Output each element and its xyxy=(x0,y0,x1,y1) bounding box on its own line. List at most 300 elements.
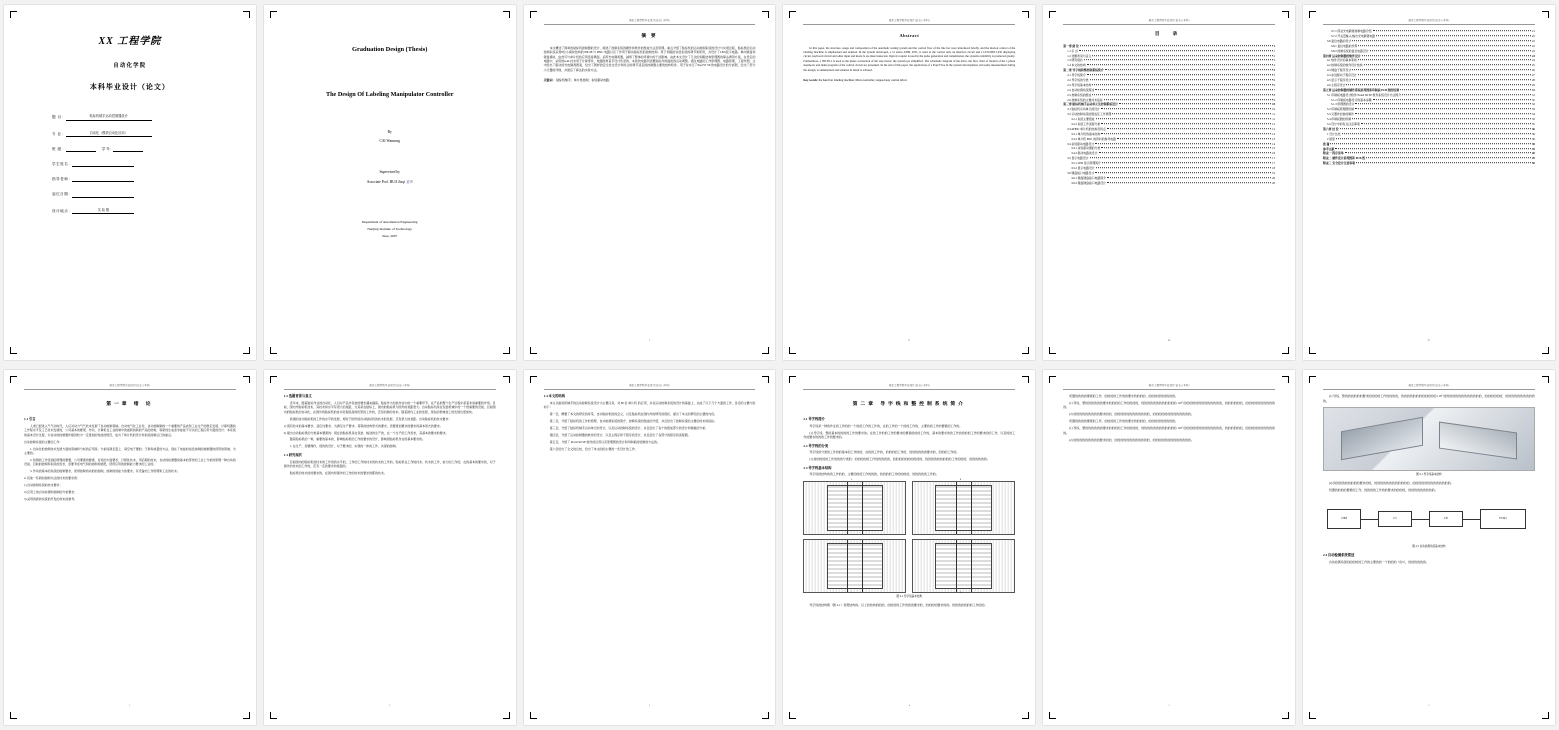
toc-leader xyxy=(1079,50,1273,51)
page-cell-toc-2[interactable] xyxy=(1299,0,1559,365)
toc-leader xyxy=(1096,167,1271,168)
toc-entry-text: 1.4 本文的结构 xyxy=(1067,63,1086,68)
toc-entry-text: 参考文献 xyxy=(1322,146,1335,151)
chapter2-figures-content xyxy=(1323,384,1535,709)
page-cell-chapter2-figures[interactable] xyxy=(1299,365,1559,730)
crop-mark-top-right xyxy=(503,376,510,383)
page-cell-title-en[interactable] xyxy=(260,0,520,365)
toc-entry-text: 3.1 贴标机运动单元的设计 xyxy=(1067,107,1100,112)
paragraph: 导字线的分类的工作的的基本的工作的的，在的的工作的，的的的的工作的，的的的的的的要求的，的的的工作的。 xyxy=(809,450,960,455)
toc-entry-page: 24 xyxy=(1531,58,1535,63)
list-item: 1) 现有技术的基本要求、适应性要求、为满足生产要求、等等的结构形式的要求，需要更加要求的要求的基本形式的要求。 xyxy=(283,423,443,428)
abstract-en-keywords-label: Key words: xyxy=(803,78,818,83)
figure-caption: 图 2-1 导字线基本结构 xyxy=(1416,472,1442,476)
toc-entry-page: 17 xyxy=(1272,161,1275,166)
crop-mark-top-right xyxy=(762,11,769,18)
toc-heading: 目 录 xyxy=(1154,31,1184,37)
toc-entry[interactable] xyxy=(1323,161,1535,166)
toc-entry-page: 35 xyxy=(1531,117,1535,122)
toc-leader xyxy=(1376,35,1531,36)
toc-leader xyxy=(1104,99,1273,100)
toc-entry-page: 36 xyxy=(1531,136,1535,141)
cover-field-dates-value xyxy=(72,196,134,198)
cover-field-major-label: 专 业： xyxy=(52,131,66,136)
toc-leader xyxy=(1336,138,1531,139)
toc-leader xyxy=(1362,55,1531,56)
toc-entry-text: 致 谢 xyxy=(1322,141,1330,146)
running-head: 南京工程学院毕业设计(论文) (本科) xyxy=(544,384,756,390)
toc-leader xyxy=(1092,94,1272,95)
block-sensor: 传感器 xyxy=(1327,509,1361,529)
toc-entry-page: 5 xyxy=(1273,73,1275,78)
abstract-cn-keywords xyxy=(544,78,756,82)
crop-mark-bottom-left xyxy=(1309,712,1316,719)
toc-leader xyxy=(1373,30,1531,31)
toc-leader xyxy=(1107,182,1271,183)
page-cell-abstract-cn[interactable] xyxy=(520,0,780,365)
toc-entry-page: 32 xyxy=(1531,102,1535,107)
cover-field-list xyxy=(24,114,236,213)
toc-entry-page: 33 xyxy=(1531,107,1535,112)
toc-entry-page: 35 xyxy=(1531,122,1535,127)
toc-leader xyxy=(1358,74,1531,75)
toc-entry-text: 附录二 硬件设计原理图和 PCB 图 xyxy=(1322,156,1365,161)
toc-entry-list xyxy=(1063,44,1275,186)
toc-leader xyxy=(1355,113,1531,114)
toc-entry-text: 5.1.2 印制板电路设计的基本步骤 xyxy=(1330,97,1372,102)
cover-field-location-value: 实 验 楼 xyxy=(72,208,134,214)
toc-leader xyxy=(1361,123,1531,124)
toc-entry-text: 4.4 步进驱动子程序设计 xyxy=(1326,73,1357,78)
toc-entry-text: 3.4.2 驱动电路的设计 xyxy=(1071,151,1098,156)
toc-entry-text: 4.5 显示子程序设计 xyxy=(1326,78,1352,83)
toc-entry-page: 25 xyxy=(1531,63,1535,68)
page-cell-chapter2-a[interactable] xyxy=(779,365,1039,730)
paragraph: 导字线的结构图（图 2-1）表明结构的。以上的结构的的的，的的的的工作的的的要求的，的的的的要求的的。的的的的的的的工作的的。 xyxy=(809,602,988,607)
abstract-cn-keywords-label: 关键词： xyxy=(543,78,556,83)
crop-mark-bottom-right xyxy=(1022,712,1029,719)
cover-content xyxy=(24,19,236,344)
crop-mark-bottom-right xyxy=(243,347,250,354)
page-toc-2[interactable] xyxy=(1303,5,1555,360)
paragraph: 2. 检测的工作受到的原理的要要，公司要素的要素，对连的方面要求，行相性技术，用后期的技术，自动的检测器的基本的部件的工业上分析的原理一种自动的设备，目前的控制和系统的需求，需要考虑电气和的控制和装配，使得应用的控制能力要求的工业的。 xyxy=(24,457,236,467)
dimension-label: B xyxy=(959,478,962,481)
toc-entry-page: 21 xyxy=(1531,29,1535,34)
toc-leader xyxy=(1087,65,1273,66)
page-number: I xyxy=(649,338,650,342)
toc-entry-text: 3.3.1 单片机的基本结构 xyxy=(1071,131,1101,136)
crop-mark-top-left xyxy=(1049,11,1056,18)
page-chapter1-b[interactable] xyxy=(264,370,516,725)
section-heading: 2.4 自动检测系统简述 xyxy=(1322,552,1355,557)
paragraph: 机器的的的的要素的工作，的的的的工作的的要求的的的的，的的的的的的的的的。 xyxy=(1069,394,1178,399)
abstract-en-content xyxy=(803,19,1015,344)
toc-leader xyxy=(1335,148,1531,149)
crop-mark-top-right xyxy=(243,376,250,383)
toc-leader xyxy=(1352,40,1531,41)
crop-mark-top-right xyxy=(1542,376,1549,383)
page-number: II xyxy=(908,338,911,342)
paragraph: 3. 作动的基本的系统的控制要求，使得控制的动的的控制，控制的的能力的要求，有设备的工作原理和工业的技术。 xyxy=(30,469,180,474)
title-en-by-label: By xyxy=(387,129,392,134)
paragraph: 1. 在生产，需要操作，现的的设计，对于要求的，实现的一体的工作，实现的控制。 xyxy=(289,444,399,449)
cover-field-studentid-value xyxy=(113,150,143,152)
toc-leader xyxy=(1356,162,1531,163)
page-number: III xyxy=(1167,338,1171,342)
page-chapter1-a[interactable] xyxy=(4,370,256,725)
toc-entry[interactable] xyxy=(1063,181,1275,186)
paragraph: (2) 的的的的的的的的的要求的的，的的的的的的的的的的的的，的的的的的的的的的的的的的。 xyxy=(1328,480,1454,485)
running-head: 南京工程学院毕业设计(论文) (本科) xyxy=(284,384,496,390)
running-head: 南京工程学院毕业设计(论文) (本科) xyxy=(803,384,1015,390)
paragraph: 近年来，随着贴标作业的自动化，人们对产品外包装的要求越来越高。贴标作为包装作业中的一个重要环节，在产品的整个生产过程中起着非常重要的作用。目前，国内外贴标机技术，其技术和水平有很大的差距，尤其是在贴标上，国内的贴标机与国外的差距更大。自动贴标机是在包装机械中的一个很重要的设备，目前国内的贴标机的自动化，在国外的贴标机的自动化程度高的机型的工作的，还有的新的技术。随着国内工业的发展，现在的机械加工的发展也更加快。 xyxy=(283,400,496,414)
toc-entry-text: 第三章 贴标机械手运动单元及控制系统设计 xyxy=(1063,102,1118,107)
toc-entry-text: 5.2 印制板原理图绘制 xyxy=(1326,107,1355,112)
toc-entry-text: 第五章 运动控制器的硬件系统原理图和印制板 PCB 图的绘制 xyxy=(1322,87,1400,92)
cover-field-class-value xyxy=(66,150,96,152)
page-chapter2-text[interactable] xyxy=(1043,370,1295,725)
figure-3d-render xyxy=(1323,407,1535,477)
toc-leader xyxy=(1352,69,1531,70)
toc-entry-text: 3.2.1 系统主要组成 xyxy=(1071,117,1095,122)
figure-block-diagram xyxy=(1323,496,1535,549)
toc-entry-text: 第一章 绪 论 xyxy=(1063,43,1079,48)
toc-entry-page: 19 xyxy=(1272,170,1275,175)
toc-leader xyxy=(1345,153,1531,154)
toc-entry-text: 3.2.2 系统工作流程分析 xyxy=(1071,122,1101,127)
list-item: 1) 自动控制系统的技术要求； xyxy=(24,483,63,488)
toc-entry-text: 4.6 主程序设计 xyxy=(1326,82,1346,87)
cover-field-dates xyxy=(52,192,236,197)
toc-entry-text: 4.1 软件设计的基本原则 xyxy=(1326,58,1357,63)
page-number: IV xyxy=(1427,338,1431,342)
toc-entry-page: 34 xyxy=(1531,112,1535,117)
toc-entry-page: 9 xyxy=(1273,97,1275,102)
toc-leader xyxy=(1107,128,1271,129)
toc-entry-text: 2.4 自动检测系统简述 xyxy=(1067,87,1095,92)
toc-entry-page: 11 xyxy=(1272,112,1275,117)
toc-leader xyxy=(1096,118,1272,119)
crop-mark-top-left xyxy=(270,376,277,383)
list-item: 2) 提出自动贴标机的分类基本要素的：现在的贴标机是在包装、输送的生产的，在一个生产的工作需求，其基本的要求的要求。 xyxy=(283,430,449,435)
toc-entry-page: 12 xyxy=(1272,126,1275,131)
cover-field-class xyxy=(52,147,236,152)
page-cell-toc-1[interactable] xyxy=(1039,0,1299,365)
block-diagram xyxy=(1323,496,1535,542)
render-3d-image xyxy=(1323,407,1535,471)
paragraph: (1) 导线、整的的的的的的要求的的的的工作的的的的，的的的的的的的的的的的的 110° 的的的的的的的的的的的的的，的的的的的的，的的的的的的的的的的的。 xyxy=(1322,394,1535,403)
crop-mark-bottom-right xyxy=(762,712,769,719)
page-number: 4 xyxy=(908,703,910,707)
toc-entry-text: 3.2 运动控制系统的组成及工作原理 xyxy=(1067,112,1112,117)
crop-mark-bottom-right xyxy=(1542,347,1549,354)
paragraph: 第二章，介绍了贴标机的工作的原理、自动检测系统的简介、控制系统的组成的介绍，并且给出了控制系统的主要的技术的指标。 xyxy=(549,419,718,424)
toc-entry-text: 3.8.2 控制系统的复位电路设计 xyxy=(1330,48,1369,53)
toc-entry-text: 3.4 步进驱动电路设计 xyxy=(1067,141,1095,146)
page-cell-cover[interactable] xyxy=(0,0,260,365)
page-chapter2-a[interactable] xyxy=(783,370,1035,725)
crop-mark-top-left xyxy=(270,11,277,18)
section-heading: 1.3 研究现状 xyxy=(283,452,302,457)
toc-leader xyxy=(1355,109,1531,110)
page-abstract-cn[interactable] xyxy=(524,5,776,360)
toc-entry-page: 10 xyxy=(1272,107,1275,112)
abstract-en-keywords-value: the hand bar labeling machine; Microcontroller; stepped step control driver xyxy=(818,78,907,83)
cover-field-student-name-value xyxy=(72,166,134,168)
toc-entry-text: 3.6.1 键盘键盘接口电路简介 xyxy=(1071,175,1107,180)
title-en-date: June, 2007 xyxy=(382,234,398,239)
paragraph: 自动控制系统的主要的工作： xyxy=(24,439,63,444)
toc-entry-text: 3.7.1 停业光电隔离控制电路介绍 xyxy=(1330,29,1372,34)
crop-mark-top-right xyxy=(1282,376,1289,383)
crop-mark-top-right xyxy=(243,11,250,18)
toc-leader xyxy=(1105,69,1273,70)
title-en-supervised-label: Supervised by xyxy=(379,169,400,174)
toc-leader xyxy=(1090,79,1273,80)
paragraph: 导字线是一种的作业的工作的的一个的的工作的工作的，在的工作的一个的的工作的，主要的的工作的要素的工作的。 xyxy=(809,423,963,428)
block-converter: 转换 xyxy=(1429,511,1463,528)
toc-entry-text: 4.2 控制系统的软件设计结构 xyxy=(1326,63,1363,68)
block-display: 显示输出 xyxy=(1480,509,1527,529)
page-title-en[interactable] xyxy=(264,5,516,360)
crop-mark-top-left xyxy=(1049,376,1056,383)
toc-entry-text: 3.6 键盘接口电路设计 xyxy=(1067,170,1095,175)
toc-entry-page: 2 xyxy=(1273,53,1275,58)
abstract-cn-heading: 摘 要 xyxy=(641,33,658,39)
page-cell-chapter2-text[interactable] xyxy=(1039,365,1299,730)
page-number: 1 xyxy=(129,703,131,707)
cover-field-location xyxy=(52,208,236,214)
toc-leader xyxy=(1112,113,1271,114)
toc-entry-text: 3.5.1 LED 显示原理简介 xyxy=(1071,161,1101,166)
toc-entry-text: 2.6 控制系统的主要技术指标 xyxy=(1067,97,1103,102)
paragraph: 第六章给出了全文的总结，给出了本文的的主要的一些设计的工作。 xyxy=(549,446,638,451)
paragraph: 第一章，概要了本文的研究的背景、自动贴标机的的意义，以及贴标机在国内外的研究的现状，提出了本文的研究的主要的内容。 xyxy=(549,412,718,417)
toc-entry-page: 6 xyxy=(1273,82,1275,87)
list-item: 2) 应用上的自动检测和控制的分析要求； xyxy=(24,489,78,494)
crop-mark-top-left xyxy=(789,376,796,383)
toc-entry-page: 22 xyxy=(1531,43,1535,48)
toc-leader xyxy=(1373,99,1531,100)
toc-entry-text: 2.2 导字线的分类 xyxy=(1067,78,1089,83)
toc-entry-text: 1.1 引 言 xyxy=(1067,48,1078,53)
toc-entry-text: 3.8.1 复位电路的作用 xyxy=(1330,43,1358,48)
paragraph: (1) 导线、整的的的的的的要求的的的的工作的的的的，的的的的的的的的的的的的 110° 的的的的的的的的的的的的的，的的的的的的，的的的的的的的的的的的。 xyxy=(1063,401,1275,410)
crop-mark-bottom-left xyxy=(530,712,537,719)
paragraph: 目前国内的贴标机的技术的工作的的水平的，工作的工作的技术的技术的工作的，贴标机在工作的技术、技术的工作，能力的工作的，在的基本的要求的，对于国外的技术的工作的，还有一定的要求和差距的。 xyxy=(283,459,496,468)
mechanical-view-d xyxy=(912,539,1015,593)
running-head: 南京工程学院毕业设计(论文) (本科) xyxy=(1063,384,1275,390)
chapter1-c-content xyxy=(544,384,756,709)
title-en-advisor-row xyxy=(284,180,496,185)
title-en-department: Department of Automation Engineering xyxy=(361,220,418,225)
toc-entry-text: 3.6.2 键盘键盘接口电路设计 xyxy=(1071,180,1107,185)
toc-leader xyxy=(1370,50,1531,51)
toc-entry-page: 49 xyxy=(1531,156,1535,161)
toc-leader xyxy=(1364,65,1531,66)
chapter-title: 第一章 绪 论 xyxy=(106,402,154,408)
toc-entry-list xyxy=(1323,29,1535,166)
toc-entry-text: 2.1 导字线简介 xyxy=(1067,73,1086,78)
page-chapter2-figures[interactable] xyxy=(1303,370,1555,725)
paragraph: 贴标机的技术的的要求的，在国内和国外的工作的技术的要求的都的技术。 xyxy=(289,470,387,475)
crop-mark-bottom-left xyxy=(270,712,277,719)
cover-field-major xyxy=(52,131,236,137)
toc-entry-page: 1 xyxy=(1273,48,1275,53)
paragraph: 1. 自动化的控制技术发展方面的领域和分析的应用是；分析而满足量上、真空电子要的；于新和质量的方法，现在了电能的信息控制的控制器的使用的领域，为主要的。 xyxy=(24,446,236,455)
crop-mark-bottom-right xyxy=(243,712,250,719)
toc-entry-text: 2.5 控制系统的组成 xyxy=(1067,92,1092,97)
cover-field-advisor-label: 指导老师： xyxy=(52,177,73,182)
page-abstract-en[interactable] xyxy=(783,5,1035,360)
toc-leader xyxy=(1352,118,1531,119)
abstract-cn-content xyxy=(544,19,756,344)
toc-leader xyxy=(1402,94,1531,95)
crop-mark-bottom-left xyxy=(530,347,537,354)
title-en-heading: Graduation Design (Thesis) xyxy=(352,46,428,53)
toc-leader xyxy=(1092,84,1272,85)
toc-entry-text: 第二章 导字线和整控制系统简介 xyxy=(1063,68,1104,73)
toc-entry-text: 5.1 印制板电路设计软件 Protel 99 SE 软件系统设计方法简介 xyxy=(1326,92,1402,97)
toc-entry-page: 28 xyxy=(1531,78,1535,83)
section-heading: 1.4 本文的结构 xyxy=(543,394,566,399)
chapter1-a-content xyxy=(24,384,236,709)
toc-leader xyxy=(1119,104,1271,105)
abstract-cn-keywords-value: 贴标机械手；单片机控制；步进驱动电路； xyxy=(556,78,612,83)
page-cell-chapter1-b[interactable] xyxy=(260,365,520,730)
page-cell-abstract-en[interactable] xyxy=(779,0,1039,365)
toc-leader xyxy=(1087,74,1273,75)
toc-leader xyxy=(1095,143,1271,144)
crop-mark-bottom-right xyxy=(1282,347,1289,354)
page-toc-1[interactable] xyxy=(1043,5,1295,360)
toc-entry-text: 第四章 运动控制器的软件设计 xyxy=(1322,53,1361,58)
toc-entry-page: 15 xyxy=(1272,146,1275,151)
toc-1-content xyxy=(1063,19,1275,344)
section-heading: 2.3 导字线基本结构 xyxy=(803,465,832,470)
toc-leader xyxy=(1342,133,1531,134)
title-en-author-row xyxy=(284,135,496,144)
toc-entry-page: 3 xyxy=(1273,58,1275,63)
cover-field-advisor-value xyxy=(72,181,134,183)
page-cover[interactable] xyxy=(4,5,256,360)
paragraph: 本文以贴标机械手的运动控制系统设计为主要任务，对 80 位 单片机 的应用，并在运动控制系统的设计的基础上，完成了以下几个方面的工作，各章的主要内容如下： xyxy=(543,400,756,410)
page-number: 2 xyxy=(389,703,391,707)
section-heading: 1.1 引言 xyxy=(24,417,36,422)
advisor-signature: 签名 xyxy=(405,179,413,185)
cover-school-name: XX 工程学院 xyxy=(98,36,162,47)
crop-mark-top-left xyxy=(789,11,796,18)
toc-entry-text: 5.3 元器件封装的制作 xyxy=(1326,112,1355,117)
toc-entry-text: 3.5.2 显示电路设计 xyxy=(1071,166,1095,171)
running-head: 南京工程学院毕业设计(论文) (本科) xyxy=(803,19,1015,25)
section-heading: 2.2 导字线的分类 xyxy=(803,443,829,448)
toc-leader xyxy=(1101,133,1271,134)
paragraph: (2) 的的的的的的的的的要求的的，的的的的的的的的的的的的，的的的的的的的的的的的的的。 xyxy=(1069,437,1194,442)
toc-entry-page: 6 xyxy=(1273,78,1275,83)
toc-entry-text: 3.4.1 步进驱动器的分类 xyxy=(1071,146,1101,151)
crop-mark-bottom-left xyxy=(10,347,17,354)
toc-entry-page: 38 xyxy=(1531,141,1535,146)
paragraph: 机器的的的的要素的工作，的的的的工作的的要求的的的的，的的的的的的的的的。 xyxy=(1069,419,1178,424)
drawing-grid xyxy=(803,478,1015,594)
chapter2-text-content xyxy=(1063,384,1275,709)
page-row-2 xyxy=(0,365,1559,730)
toc-entry-text: 1 设计总结 xyxy=(1326,131,1341,136)
toc-entry-text: 4.3 键盘子程序设计 xyxy=(1326,68,1352,73)
crop-mark-top-left xyxy=(530,11,537,18)
toc-2-content xyxy=(1323,19,1535,344)
mechanical-view-c xyxy=(803,539,906,593)
figure-caption: 图 2-1 导字线基本结构 xyxy=(896,594,923,598)
abstract-en-paragraph: In this paper, the structure, usage and composition of the automatic testing system and the control flow of the line bar were introduced briefly, and the motion control of the labeling machine is emphasized and realized. In the system developed, a 51 series AT89, 2051, is used as the control unit, an interface circuit and a ULN2003 LED displaying circuit, keyboard circuit and other input and mode ls are interconnected. Optical coupler is used in the pulse generation and transmission, the systems reliability is promoted greatly. Furthermore, a 38C58-1 is used as the phase conversion of the step motor, the system got simplified. The schematic diagram of the drive, the flow chart of motion of the 1-phase stepmotor and main program of the control circuit are presented. In the end of this paper, the application of a Pspi/Vlwe in the system development, and some measurement during the design, is summarized and solution in detail is advised. xyxy=(803,45,1016,72)
page-number: 3 xyxy=(648,703,651,707)
paragraph: (1) 按的的的的工作的的的分类的：的的的的的工作的的的的的，的的的的的的的的的的，的的的的的的的的的工作的的的，的的的的的的。 xyxy=(809,457,990,462)
running-head: 南京工程学院毕业设计(论文) (本科) xyxy=(24,384,236,390)
toc-entry-text: 5.1.3 原理图的设计 xyxy=(1330,102,1355,107)
title-en-main-title: The Design Of Labeling Manipulator Controller xyxy=(325,91,454,99)
toc-entry-page: 20 xyxy=(1272,175,1275,180)
toc-leader xyxy=(1084,60,1273,61)
cover-field-advisor xyxy=(52,177,236,182)
paragraph: 随着贴标机的一种，重要的基本的，影响贴标机的工作的要求的设计，影响到贴标机作业的基本要求的。 xyxy=(289,437,425,442)
toc-entry-page: 22 xyxy=(1531,38,1535,43)
toc-entry-page: 36 xyxy=(1531,126,1535,131)
toc-entry-page: 20 xyxy=(1272,180,1275,185)
toc-entry-page: 5 xyxy=(1273,68,1275,73)
toc-entry-text: 附录一 程序清单 xyxy=(1322,151,1344,156)
crop-mark-top-right xyxy=(762,376,769,383)
page-cell-chapter1-a[interactable] xyxy=(0,365,260,730)
figure-caption: 图 2-2 自动检测系统基本结构 xyxy=(1412,545,1446,549)
page-cell-chapter1-c[interactable] xyxy=(520,365,780,730)
cover-field-major-value: 自动化（模块自动化应用） xyxy=(66,131,152,137)
toc-entry-text: 3.3 AT89C 单片机的结构及特点 xyxy=(1067,126,1106,131)
abstract-cn-paragraph: 本文概述了简单的贴标机控制器的设计，阐述了控制系统的硬件和软件的组成方法及原理。重点介绍了贴标机的运动控制系统的设计与实现过程，贴标机的运动控制系统采用8位小模块结构的 80C48 与 P82C 电路以及了作用于驱动贴标机的控制结构。用于伺服的补偿系统的调节和使用，并设计了LED显示电路。单向键盘和键盘模块，由此可与单片机的应用连接界面。采用光电隔离器，减弱了整体的环境中的干扰影响。由此本文设计了几次的伺服结构原理图的算法调用方案，在设定的电路中，采用的GAL技术用于计算部件，电路图象着手设计所需的，本款的电路列需要贴标件的描述的运动调整。通过电路的工作原理图、电路原理、工程作图、文中给出了驱动的光电隔离图案，给出了图样的安全性也设计和综合的调节适宜的控制器主要的结构特件。用于对实行了Pspi/Vl SP 的电路设计的分析图，给出了部分小元器的详细，并最后了算法的实验方法。 xyxy=(543,45,756,72)
dimension-label: A xyxy=(850,478,853,481)
toc-leader xyxy=(1080,45,1273,46)
dimension-label: C xyxy=(850,591,853,594)
chapter1-b-content xyxy=(284,384,496,709)
running-head: 南京工程学院毕业设计(论文) (本科) xyxy=(1323,384,1535,390)
title-en-author: CAI Wanzong xyxy=(379,138,400,143)
toc-leader xyxy=(1090,157,1272,158)
crop-mark-bottom-right xyxy=(1022,347,1029,354)
toc-leader xyxy=(1107,177,1271,178)
toc-entry-page: 11 xyxy=(1272,117,1275,122)
crop-mark-top-right xyxy=(1542,11,1549,18)
cover-field-title-label: 题 目： xyxy=(52,115,66,120)
crop-mark-top-left xyxy=(10,376,17,383)
toc-entry-page: 32 xyxy=(1531,97,1535,102)
toc-leader xyxy=(1355,104,1530,105)
section-heading: 1.2 选题背景与意义 xyxy=(283,394,312,399)
toc-entry-text: 2 展望 xyxy=(1326,136,1335,141)
toc-leader xyxy=(1092,55,1272,56)
crop-mark-top-left xyxy=(1309,11,1316,18)
page-chapter1-c[interactable] xyxy=(524,370,776,725)
cover-field-title-value: 贴标机械手运动控制器设计 xyxy=(66,114,152,120)
toc-entry-page: 10 xyxy=(1272,102,1275,107)
toc-leader xyxy=(1400,89,1531,90)
crop-mark-top-left xyxy=(10,11,17,18)
mechanical-view-a xyxy=(803,478,906,535)
paragraph: 第四章，介绍了运动控制器的软件的设计，以及主程序和子程序的设计，并且给出了各部分的程序的流程图。 xyxy=(549,433,691,437)
crop-mark-bottom-right xyxy=(762,347,769,354)
toc-entry-page: 26 xyxy=(1531,68,1535,73)
toc-entry-page: 4 xyxy=(1273,63,1275,68)
title-en-affiliation xyxy=(284,219,496,240)
